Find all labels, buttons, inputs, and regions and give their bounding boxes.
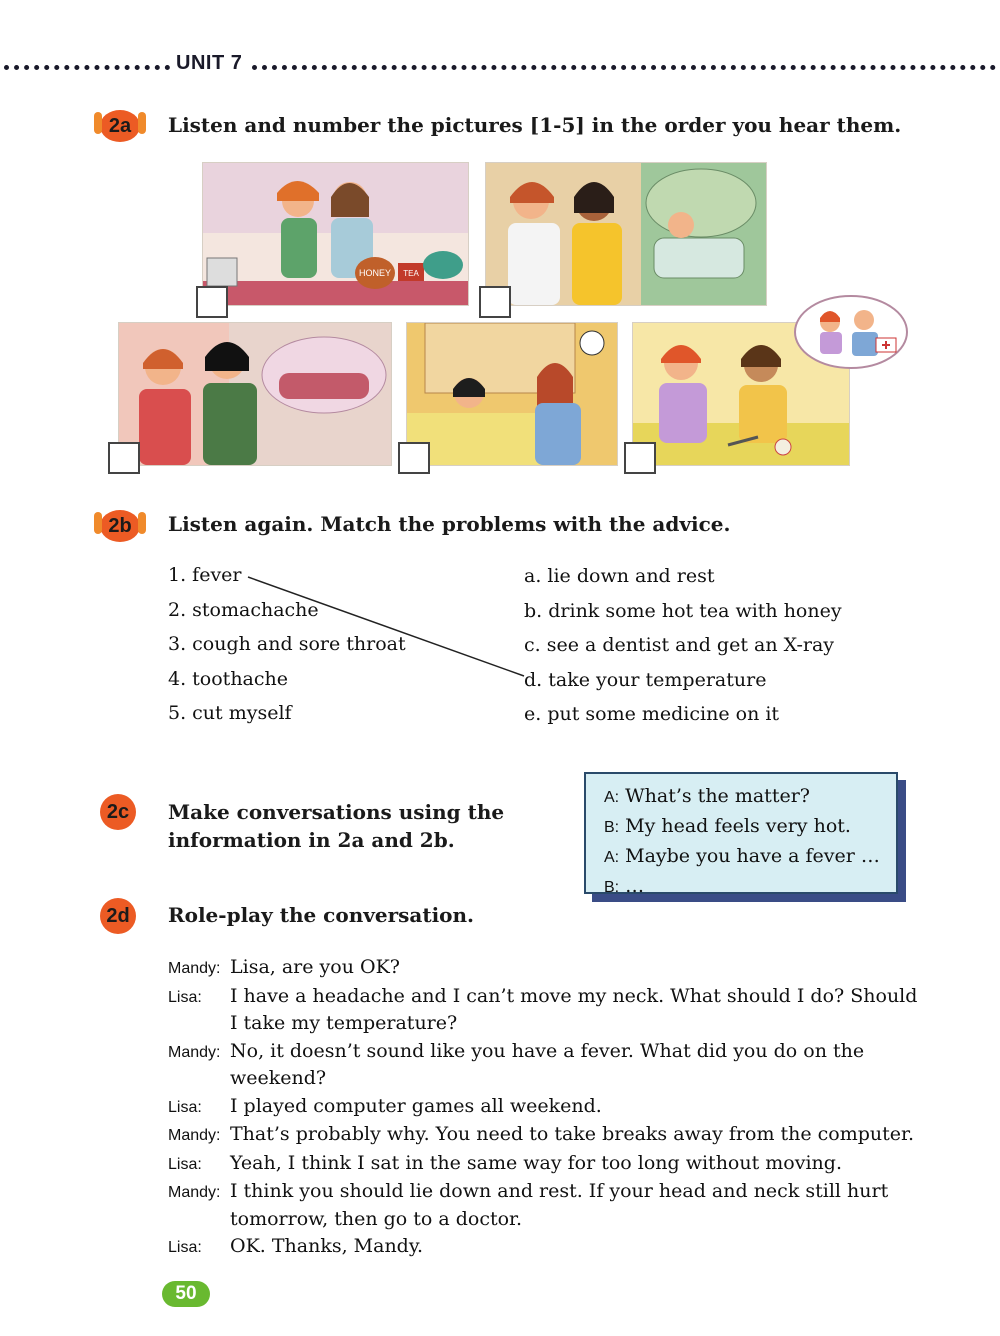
sample-line bbox=[604, 782, 896, 812]
problem-item: 1. fever bbox=[168, 564, 242, 586]
dialogue-line bbox=[168, 1178, 928, 1233]
badge-2a-label: 2a bbox=[108, 114, 132, 137]
instruction-2b: Listen again. Match the problems with the advice. bbox=[168, 512, 731, 536]
problem-item: 3. cough and sore throat bbox=[168, 633, 406, 655]
sample-text: Maybe you have a fever … bbox=[625, 845, 880, 867]
role-play-dialogue bbox=[168, 954, 928, 1262]
unit-title: UNIT 7 bbox=[176, 52, 243, 74]
sample-speaker: B: bbox=[604, 879, 620, 896]
dialogue-speaker: Mandy: bbox=[168, 1043, 221, 1061]
advice-item: b. drink some hot tea with honey bbox=[524, 599, 842, 622]
dialogue-text: Lisa, are you OK? bbox=[230, 956, 400, 978]
dialogue-line bbox=[168, 983, 928, 1038]
problem-item: 2. stomachache bbox=[168, 598, 319, 621]
dialogue-text: OK. Thanks, Mandy. bbox=[230, 1235, 424, 1257]
sample-line bbox=[604, 842, 896, 872]
instruction-2c-line-2: information in 2a and 2b. bbox=[168, 828, 455, 852]
sample-conversation-box bbox=[584, 772, 898, 897]
advice-item: d. take your temperature bbox=[524, 668, 767, 691]
badge-2c bbox=[100, 794, 136, 830]
dialogue-text: No, it doesn’t sound like you have a fever. What did you do on the weekend? bbox=[230, 1039, 865, 1089]
dialogue-speaker: Mandy: bbox=[168, 1184, 221, 1201]
dialogue-line bbox=[168, 954, 928, 983]
dialogue-line bbox=[168, 1093, 928, 1122]
dialogue-text: I have a headache and I can’t move my neck. What should I do? Should I take my temperature? bbox=[230, 984, 918, 1034]
sample-speaker: B: bbox=[604, 819, 620, 836]
instruction-2c bbox=[168, 798, 504, 854]
tea-box-label: TEA bbox=[403, 269, 419, 278]
dialogue-line bbox=[168, 1233, 928, 1262]
problem-item: 5. cut myself bbox=[168, 702, 292, 724]
badge-2c-label: 2c bbox=[106, 800, 130, 823]
sample-line bbox=[604, 872, 896, 902]
dialogue-speaker: Lisa: bbox=[168, 1239, 202, 1256]
honey-jar-label: HONEY bbox=[358, 268, 392, 278]
dialogue-speaker: Lisa: bbox=[168, 1155, 202, 1173]
sample-line bbox=[604, 812, 896, 842]
dialogue-line bbox=[168, 1121, 928, 1150]
page-number: 50 bbox=[162, 1281, 210, 1307]
badge-2d-label: 2d bbox=[106, 904, 130, 927]
sample-speaker: A: bbox=[604, 849, 620, 866]
sample-text: … bbox=[625, 875, 645, 897]
dialogue-speaker: Mandy: bbox=[168, 960, 221, 977]
sample-speaker: A: bbox=[604, 789, 620, 806]
dialogue-speaker: Mandy: bbox=[168, 1127, 221, 1144]
dialogue-text: I played computer games all weekend. bbox=[230, 1094, 602, 1117]
dialogue-text: Yeah, I think I sat in the same way for too long without moving. bbox=[230, 1151, 842, 1174]
advice-item: e. put some medicine on it bbox=[524, 703, 780, 725]
problem-item: 4. toothache bbox=[168, 667, 289, 690]
badge-2b-label: 2b bbox=[108, 514, 132, 537]
sample-text: My head feels very hot. bbox=[625, 815, 851, 837]
instruction-2c-line-1: Make conversations using the bbox=[168, 800, 505, 824]
sample-text: What’s the matter? bbox=[625, 785, 810, 807]
dialogue-line bbox=[168, 1038, 928, 1093]
dialogue-speaker: Lisa: bbox=[168, 988, 202, 1006]
advice-item: a. lie down and rest bbox=[524, 565, 715, 587]
badge-2d bbox=[100, 898, 136, 934]
dialogue-line bbox=[168, 1150, 928, 1179]
dialogue-speaker: Lisa: bbox=[168, 1098, 202, 1116]
dialogue-text: That’s probably why. You need to take breaks away from the computer. bbox=[230, 1123, 915, 1145]
instruction-2d: Role-play the conversation. bbox=[168, 903, 475, 927]
advice-item: c. see a dentist and get an X-ray bbox=[524, 634, 835, 656]
dialogue-text: I think you should lie down and rest. If your head and neck still hurt tomorrow, then go to a doctor. bbox=[230, 1180, 889, 1230]
instruction-2a: Listen and number the pictures [1-5] in the order you hear them. bbox=[168, 113, 902, 137]
example-match-line bbox=[248, 577, 524, 676]
